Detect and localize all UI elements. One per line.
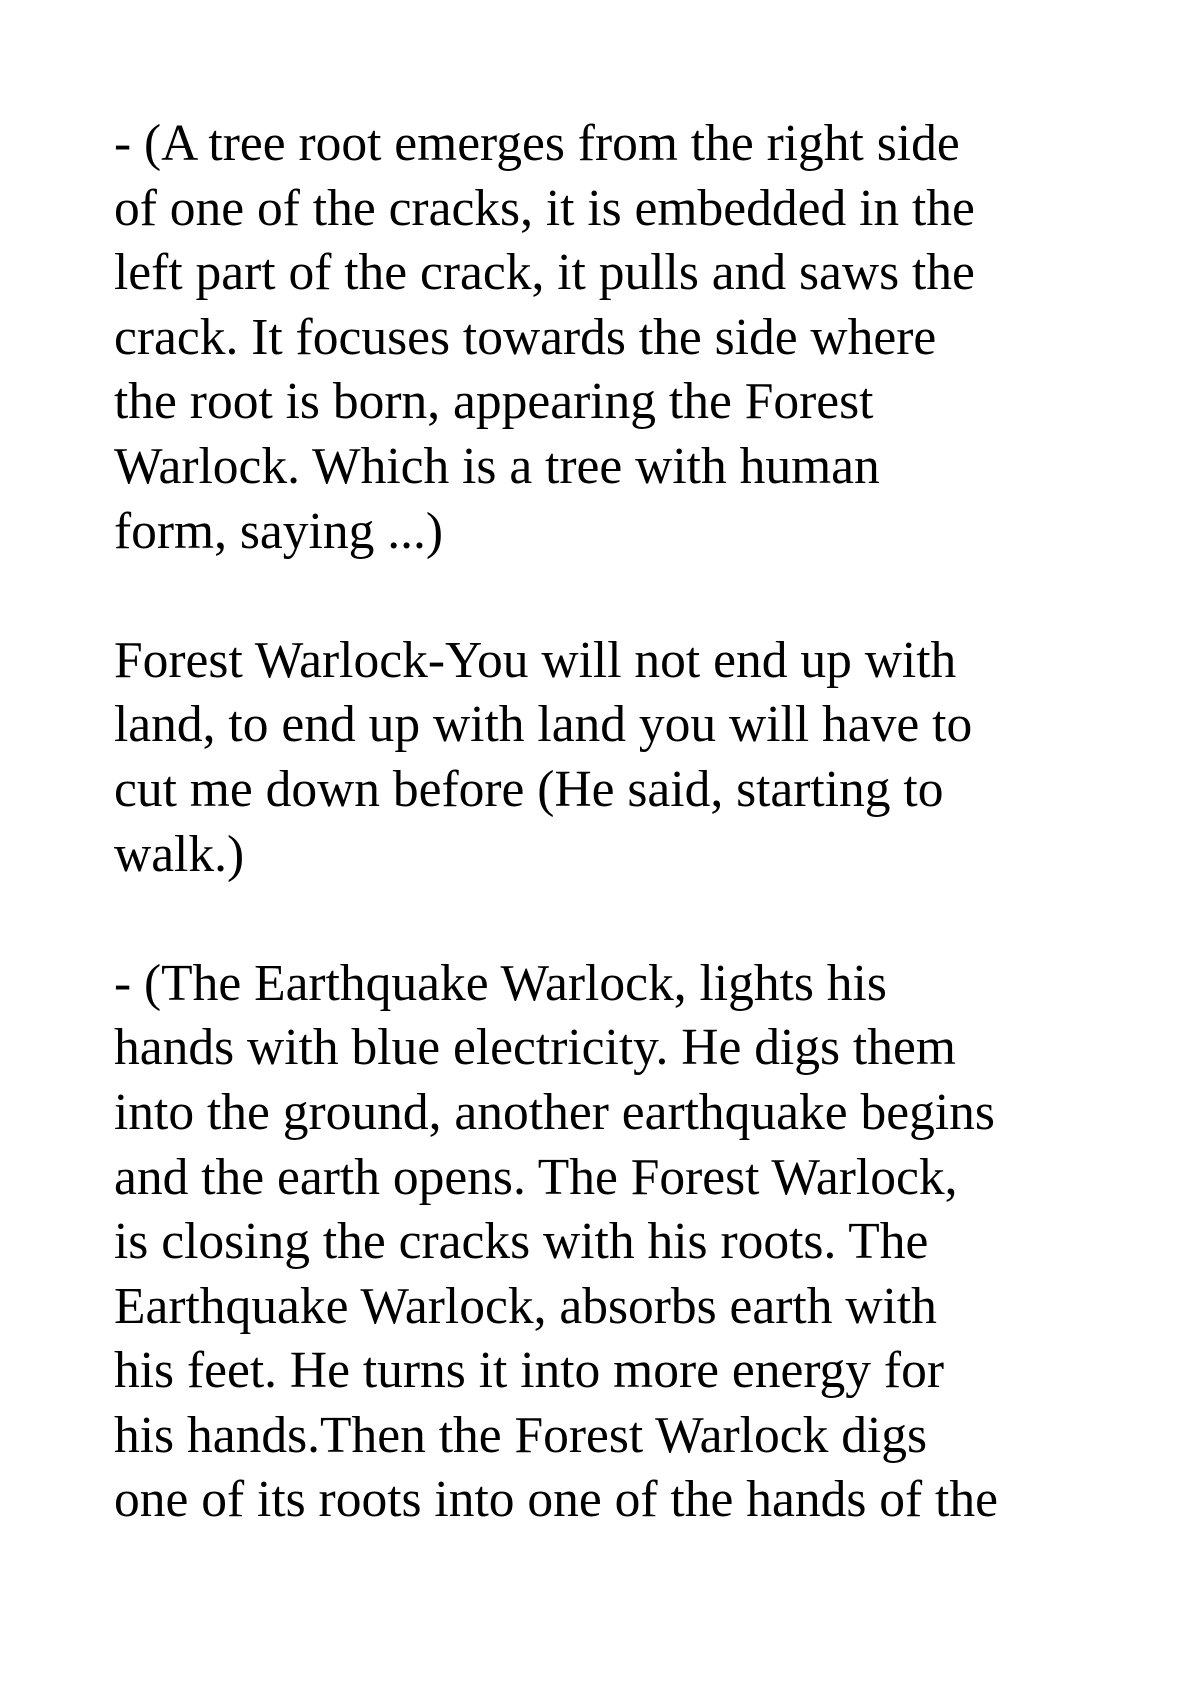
text-line: his feet. He turns it into more energy for	[114, 1342, 944, 1400]
text-line: left part of the crack, it pulls and saws the	[114, 244, 975, 302]
text-line: land, to end up with land you will have to	[114, 696, 973, 754]
text-line: Warlock. Which is a tree with human	[114, 437, 880, 495]
text-line: hands with blue electricity. He digs them	[114, 1019, 956, 1077]
text-line: walk.)	[114, 825, 245, 883]
text-line: is closing the cracks with his roots. The	[114, 1213, 929, 1271]
text-line: Forest Warlock-You will not end up with	[114, 631, 957, 689]
paragraph-stage-direction-root	[114, 112, 1154, 564]
text-line: form, saying ...)	[114, 502, 443, 560]
text-line: - (The Earthquake Warlock, lights his	[114, 954, 887, 1012]
text-line: cut me down before (He said, starting to	[114, 760, 944, 818]
text-line: into the ground, another earthquake begins	[114, 1083, 995, 1141]
paragraph-dialogue-forest-warlock	[114, 629, 1154, 887]
text-line: one of its roots into one of the hands of the	[114, 1471, 998, 1529]
text-line: and the earth opens. The Forest Warlock,	[114, 1148, 958, 1206]
text-line: of one of the cracks, it is embedded in the	[114, 179, 975, 237]
text-line: Earthquake Warlock, absorbs earth with	[114, 1277, 937, 1335]
text-line: the root is born, appearing the Forest	[114, 373, 874, 431]
text-line: his hands.Then the Forest Warlock digs	[114, 1406, 928, 1464]
text-line: - (A tree root emerges from the right side	[114, 115, 960, 172]
paragraph-gap	[114, 887, 1154, 952]
text-line: crack. It focuses towards the side where	[114, 308, 937, 366]
paragraph-stage-direction-earthquake	[114, 952, 1154, 1533]
paragraph-gap	[114, 564, 1154, 629]
document-body	[114, 112, 1154, 1533]
